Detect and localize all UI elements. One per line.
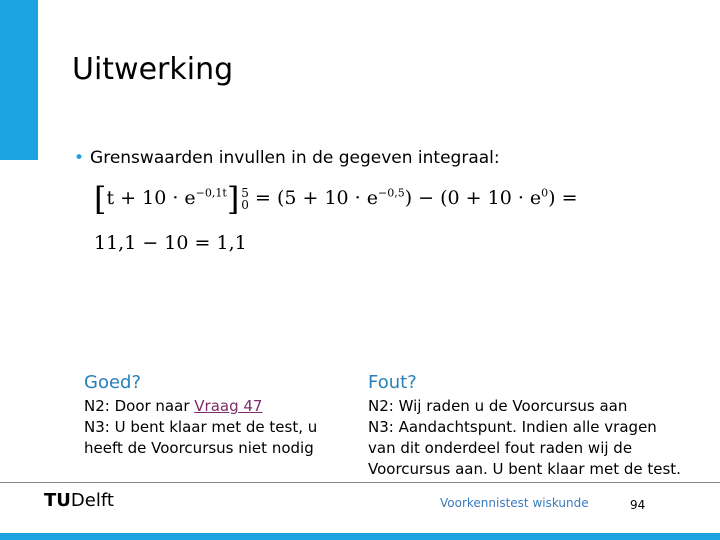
left-column [84, 396, 317, 459]
logo-delft: Delft [70, 490, 114, 511]
eq-part2: = (5 + 10 · e [254, 187, 378, 209]
eq-part4: ) = [548, 187, 578, 209]
left-line-2: N3: U bent klaar met de test, u [84, 418, 318, 436]
integration-limits [241, 187, 249, 211]
page-number: 94 [630, 498, 646, 512]
accent-bar [0, 0, 38, 160]
left-line-1-prefix: N2: Door naar [84, 397, 195, 415]
lower-limit: 0 [241, 198, 249, 212]
bracket-open-icon: [ [94, 180, 107, 218]
right-line-3: van dit onderdeel fout raden wij de [368, 439, 633, 457]
right-line-4: Voorcursus aan. U bent klaar met de test. [368, 460, 681, 478]
right-heading: Fout? [368, 372, 417, 393]
eq-exp1: −0,1t [195, 186, 227, 200]
bracket-close-icon: ] [226, 180, 240, 218]
tudelft-logo [44, 490, 114, 511]
right-column [368, 396, 681, 480]
bullet-dot-icon: • [74, 148, 85, 168]
eq-expr: t + 10 · e [106, 187, 196, 209]
right-line-1: N2: Wij raden u de Voorcursus aan [368, 397, 628, 415]
left-heading: Goed? [84, 372, 142, 393]
equation-line-2: 11,1 − 10 = 1,1 [94, 232, 247, 254]
bullet-label: Grenswaarden invullen in de gegeven integraal: [90, 148, 500, 168]
bullet-text [74, 148, 500, 168]
left-line-3: heeft de Voorcursus niet nodig [84, 439, 314, 457]
equation-line-1 [94, 180, 578, 218]
eq-exp2: −0,5 [377, 186, 405, 200]
upper-limit: 5 [241, 186, 249, 200]
eq-exp3: 0 [541, 186, 549, 200]
left-line-1 [84, 396, 317, 417]
slide-title: Uitwerking [72, 52, 234, 87]
footer-band [0, 533, 720, 540]
vraag-47-link[interactable]: Vraag 47 [194, 397, 263, 415]
footer-divider [0, 482, 720, 483]
right-line-2: N3: Aandachtspunt. Indien alle vragen [368, 418, 657, 436]
eq-part3: ) − (0 + 10 · e [404, 187, 542, 209]
logo-tu: TU [44, 490, 71, 511]
footer-title: Voorkennistest wiskunde [440, 496, 589, 510]
